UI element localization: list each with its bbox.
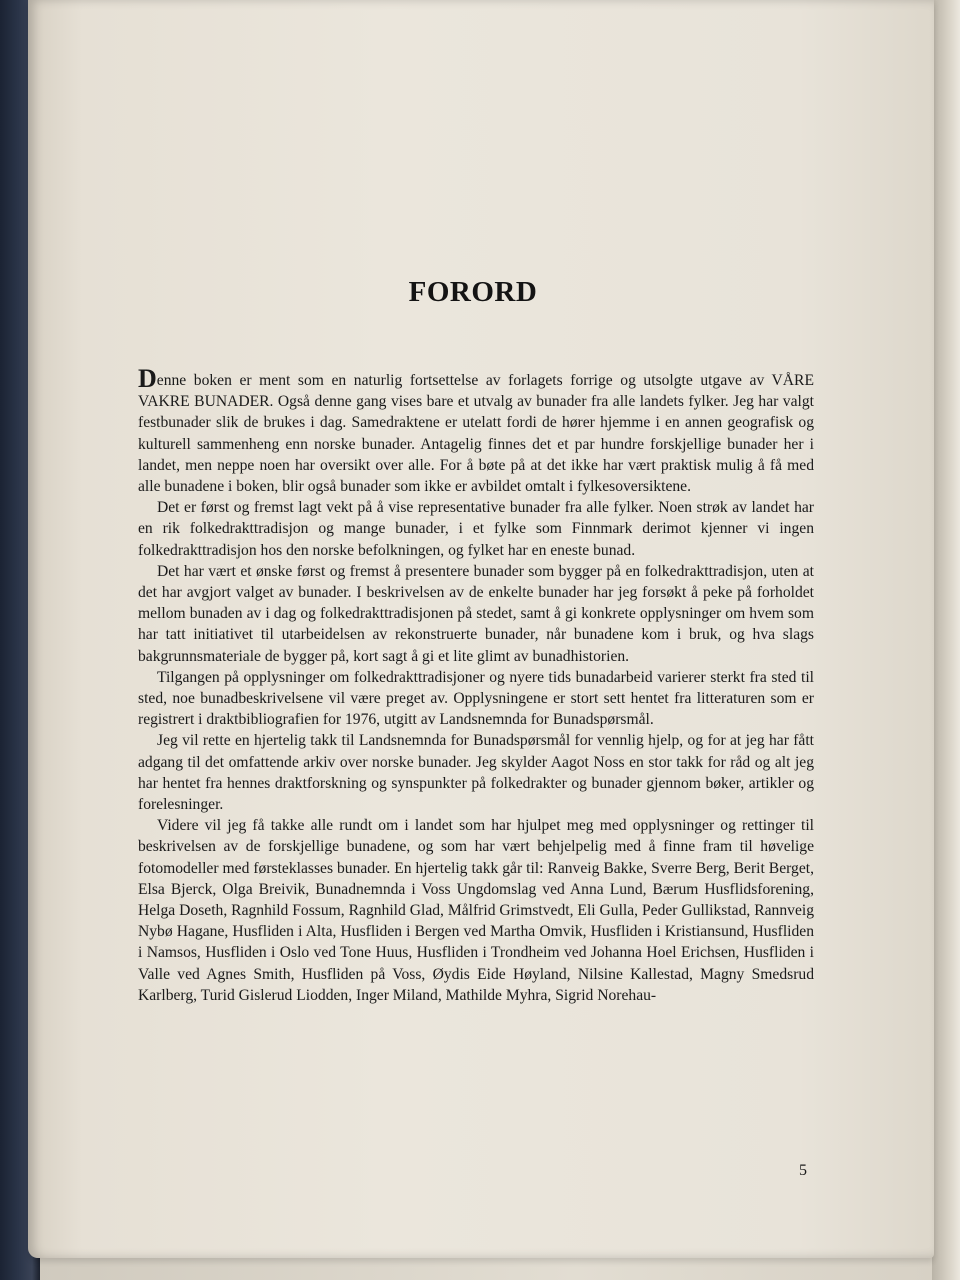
drop-cap: D: [138, 364, 157, 393]
body-text: [138, 364, 814, 1006]
page-number: 5: [799, 1162, 807, 1179]
paragraph-1: [138, 364, 814, 497]
paragraph-2: Det er først og fremst lagt vekt på å vise representative bunader fra alle fylker. Noen strøk av landet har en rik folkedrakttradisjon og mange bunader, i et fylke som Finnmark derimot kjenner vi ingen folkedrakttradisjon hos den norske befolkningen, og fylket har en eneste bunad.: [138, 499, 814, 559]
paragraph-3: Det har vært et ønske først og fremst å presentere bunader som bygger på en folkedrakttradisjon, uten at det har avgjort valget av bunader. I beskrivelsen av de enkelte bunader har jeg forsøkt å peke på forholdet mellom bunaden av i dag og folkedrakttradisjonen på stedet, samt å gi konkrete opplysninger om hvem som har tatt initiativet til utarbeidelsen av rekonstruerte bunader, når bunadene kom i bruk, og hva slags bakgrunnsmateriale de bygger på, kort sagt å gi et lite glimt av bunadhistorien.: [138, 562, 814, 665]
page-title: FORORD: [408, 276, 538, 308]
paragraph-4: Tilgangen på opplysninger om folkedrakttradisjoner og nyere tids bunadarbeid varierer sterkt fra sted til sted, noe bunadbeskrivelsene vil være preget av. Opplysningene er stort sett hentet fra litteraturen som er registrert i draktbibliografien for 1976, utgitt av Landsnemnda for Bunadspørsmål.: [138, 668, 814, 729]
paragraph-text: enne boken er ment som en naturlig fortsettelse av forlagets forrige og utsolgte utgave av VÅRE VAKRE BUNADER. Også denne gang vises bare et utvalg av bunader fra alle landets fylker. Jeg har valgt festbunader slik de brukes i dag. Samedraktene er utelatt fordi de hører hjemme i en annen geografisk og kulturell sammenheng enn norske bunader. Antagelig finnes det et par hundre forskjellige bunader her i landet, men neppe noen har oversikt over alle. For å bøte på at det ikke har vært praktisk mulig å få med alle bunadene i boken, blir også bunader som ikke er avbildet omtalt i fylkesoversiktene.: [138, 372, 814, 496]
paragraph-5: Jeg vil rette en hjertelig takk til Landsnemnda for Bunadspørsmål for vennlig hjelp, og for at jeg har fått adgang til det omfattende arkiv over norske bunader. Jeg skylder Aagot Noss en stor takk for råd og alt jeg har hentet fra hennes draktforskning og synspunkter på folkedrakter og bunader gjennom bøker, artikler og forelesninger.: [138, 732, 814, 814]
book-cover-edge: [932, 0, 960, 1280]
paragraph-6: Videre vil jeg få takke alle rundt om i landet som har hjulpet meg med opplysninger og rettinger til beskrivelsen av de forskjellige bunadene, og som har vært behjelpelig med å finne fram til høvelige fotomodeller med førsteklasses bunader. En hjertelig takk går til: Ranveig Bakke, Sverre Berg, Berit Berget, Elsa Bjerck, Olga Breivik, Bunadnemnda i Voss Ungdomslag ved Anna Lund, Bærum Husflidsforening, Helga Doseth, Ragnhild Fossum, Ragnhild Glad, Målfrid Grimstvedt, Eli Gulla, Peder Gullikstad, Rannveig Nybø Hagane, Husfliden i Alta, Husfliden i Bergen ved Martha Omvik, Husfliden i Kristiansund, Husfliden i Namsos, Husfliden i Oslo ved Tone Huus, Husfliden i Trondheim ved Johanna Hoel Erichsen, Husfliden i Valle ved Agnes Smith, Husfliden på Voss, Øydis Eide Høyland, Nilsine Kallestad, Magny Smedsrud Karlberg, Turid Gislerud Liodden, Inger Miland, Mathilde Myhra, Sigrid Norehau-: [138, 817, 814, 1004]
